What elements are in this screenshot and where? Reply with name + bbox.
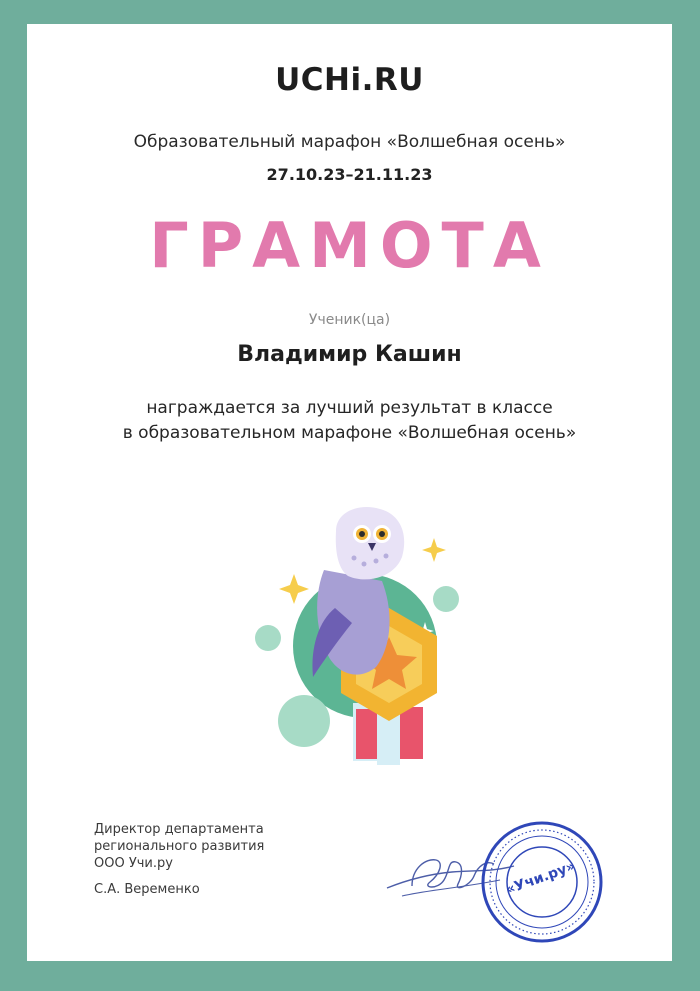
small-circle-icon [433,586,459,612]
official-stamp [480,820,604,944]
signatory-line: регионального развития [94,839,265,854]
certificate-sheet [27,24,672,961]
award-text [27,396,672,446]
signatory-title [94,821,264,872]
sparkle-icon [279,574,309,604]
owl-medal-illustration [232,481,477,766]
student-label: Ученик(ца) [308,312,391,328]
sparkle-icon [422,538,446,562]
signatory-name: С.А. Веременко [94,882,200,897]
award-line: в образовательном марафоне «Волшебная осень» [122,423,577,443]
small-circle-icon [255,625,281,651]
stamp-center-text: «Учи.ру» [503,858,578,899]
marathon-title: Образовательный марафон «Волшебная осень» [133,132,566,152]
light-circle-icon [278,695,330,747]
signatory-line: ООО Учи.ру [94,856,173,871]
marathon-dates: 27.10.23–21.11.23 [266,165,433,184]
ribbon-icon [356,709,379,759]
uchi-logo: UCHi.RU [275,62,424,98]
student-name: Владимир Кашин [237,342,462,367]
ribbon-icon [400,707,423,759]
signatory-line: Директор департамента [94,822,264,837]
award-line: награждается за лучший результат в классе [146,398,553,418]
certificate-heading: ГРАМОТА [149,209,550,282]
